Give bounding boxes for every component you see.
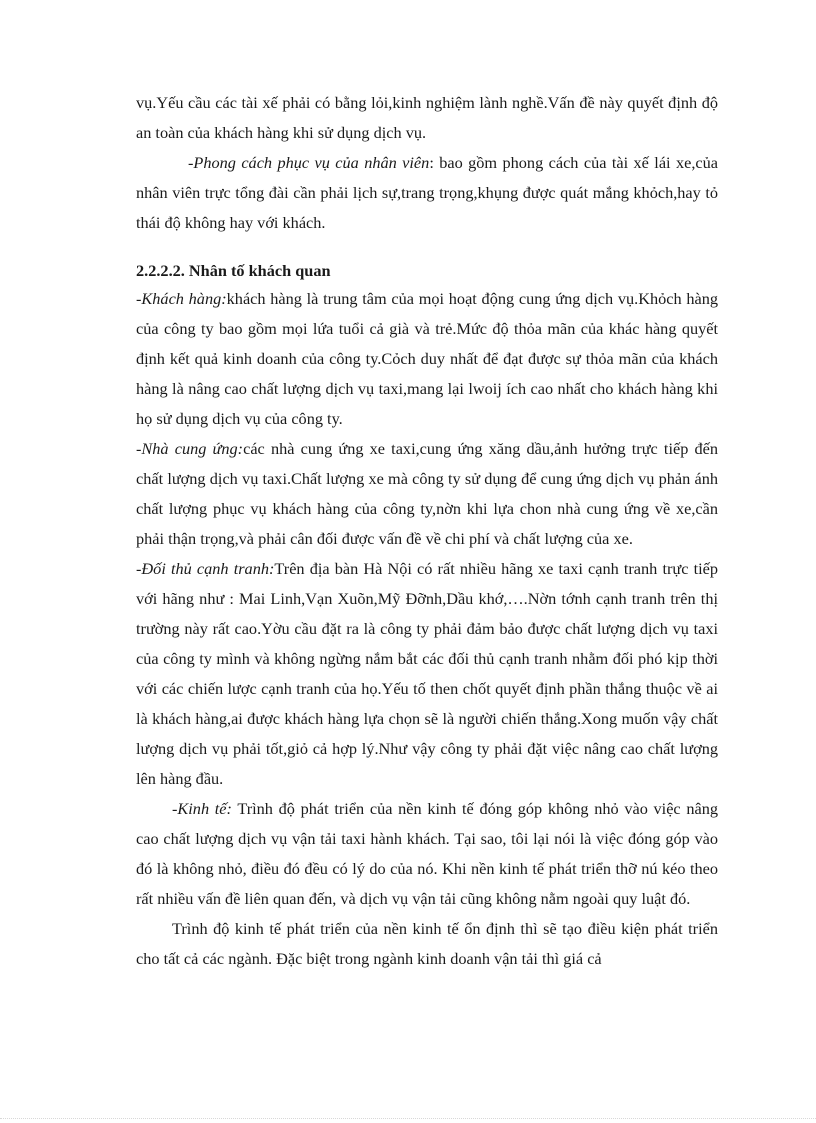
paragraph-economic-level	[136, 914, 718, 974]
paragraph-suppliers	[136, 434, 718, 554]
paragraph-lead: -Kinh tế:	[172, 799, 232, 818]
paragraph-intro	[136, 88, 718, 148]
paragraph-lead: -Nhà cung ứng:	[136, 439, 244, 458]
paragraph-text: khách hàng là trung tâm của mọi hoạt động cung ứng dịch vụ.Khỏch hàng của công ty bao gồm mọi lứa tuổi cả già và trẻ.Mức độ thỏa mãn của khác hàng quyết định kết quả kinh doanh của công ty.Cỏch duy nhất để đạt được sự thỏa mãn của khách hàng là nâng cao chất lượng dịch vụ taxi,mang lại lwoij ích cao nhất cho khách hàng khi họ sử dụng dịch vụ của công ty.	[136, 289, 718, 428]
paragraph-text: Trên địa bàn Hà Nội có rất nhiều hãng xe taxi cạnh tranh trực tiếp với hãng như : Mai Linh,Vạn Xuõn,Mỹ Đỡnh,Dầu khớ,….Nờn tớnh cạnh tranh trên thị trường này rất cao.Yờu cầu đặt ra là công ty phải đảm bảo được chất lượng dịch vụ taxi của công ty mình và không ngừng nắm bắt các đối thủ cạnh tranh nhằm đối phó kịp thời với các chiến lược cạnh tranh của họ.Yếu tố then chốt quyết định phần thắng thuộc về ai là khách hàng,ai được khách hàng lựa chọn sẽ là người chiến thắng.Xong muốn vậy chất lượng dịch vụ phải tốt,giỏ cả hợp lý.Như vậy công ty phải đặt việc nâng cao chất lượng lên hàng đầu.	[136, 559, 718, 788]
paragraph-competitors	[136, 554, 718, 794]
paragraph-text: Trình độ phát triển của nền kinh tế đóng góp không nhỏ vào việc nâng cao chất lượng dịch vụ vận tải taxi hành khách. Tại sao, tôi lại nói là việc đóng góp vào đó là không nhỏ, điều đó đều có lý do của nó. Khi nền kinh tế phát triển thỡ nú kéo theo rất nhiều vấn đề liên quan đến, và dịch vụ vận tải cũng không nằm ngoài quy luật đó.	[136, 799, 718, 908]
paragraph-economy	[136, 794, 718, 914]
page-bottom-border	[0, 1118, 816, 1119]
paragraph-text: Trình độ kinh tế phát triển của nền kinh tế ổn định thì sẽ tạo điều kiện phát triển cho tất cả các ngành. Đặc biệt trong ngành kinh doanh vận tải thì giá cả	[136, 919, 718, 968]
paragraph-service-style	[136, 148, 718, 238]
section-heading: 2.2.2.2. Nhân tố khách quan	[136, 261, 331, 280]
paragraph-lead: -Khách hàng:	[136, 289, 227, 308]
document-body	[136, 88, 718, 974]
paragraph-lead: -Phong cách phục vụ của nhân viên	[188, 153, 430, 172]
paragraph-text: các nhà cung ứng xe taxi,cung ứng xăng dầu,ảnh hưởng trực tiếp đến chất lượng dịch vụ taxi.Chất lượng xe mà công ty sử dụng để cung ứng dịch vụ phản ánh chất lượng phục vụ khách hàng của công ty,nờn khi lựa chon nhà cung ứng về xe,cần phải thận trọng,và phải cân đối được vấn đề về chi phí và chất lượng của xe.	[136, 439, 718, 548]
paragraph-text: : bao gồm phong cách của tài xế lái xe,của nhân viên trực tổng đài cần phải lịch sự,trang trọng,khụng được quát mắng khỏch,hay tỏ thái độ không hay với khách.	[136, 153, 719, 232]
paragraph-text: vụ.Yếu cầu các tài xế phải có bằng lỏi,kinh nghiệm lành nghề.Vấn đề này quyết định độ an toàn của khách hàng khi sử dụng dịch vụ.	[136, 93, 718, 142]
paragraph-customers	[136, 284, 718, 434]
paragraph-lead: -Đối thủ cạnh tranh:	[136, 559, 275, 578]
